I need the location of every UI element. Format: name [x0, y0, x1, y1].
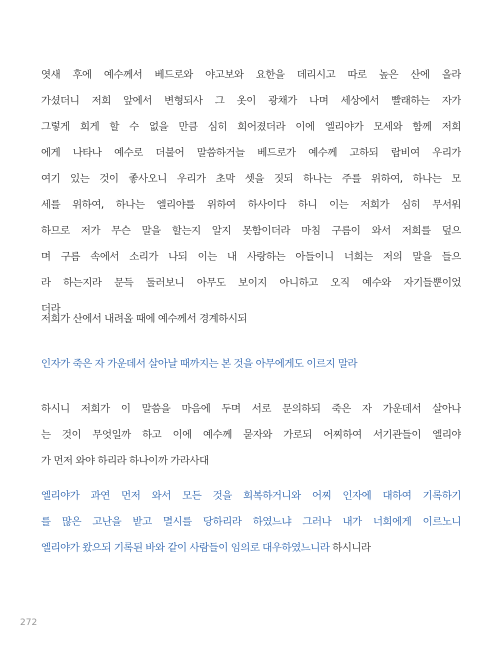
quote-line: 인자가 죽은 자 가운데서 살아날 때까지는 본 것을 아무에게도 이르지 말라	[41, 358, 358, 370]
quote-text: 엘리야가 왔으되 기록된 바와 같이 사람들이 임의로 대우하였느니라	[41, 542, 330, 554]
paragraph-transfiguration	[41, 62, 461, 322]
closing-text: 하시니라	[332, 542, 371, 554]
text-line: 는 것이 무엇일까 하고 이에 예수께 묻자와 가로되 어찌하여 서기관들이 엘리야	[41, 429, 461, 441]
text-line: 에게 나타나 예수로 더불어 말씀하거늘 베드로가 예수께 고하되 랍비여 우리가	[41, 147, 461, 159]
quote-line: 를 많은 고난을 받고 멸시를 당하리라 하였느냐 그러나 내가 너희에게 이르노니	[41, 516, 461, 528]
text-line: 며 구름 속에서 소리가 나되 이는 내 사랑하는 아들이니 너희는 저의 말을 들으	[41, 251, 461, 263]
quote-jesus-command	[41, 351, 461, 377]
text-line: 저희가 산에서 내려올 때에 예수께서 경계하시되	[41, 313, 248, 325]
quote-line-last	[41, 535, 461, 561]
text-line: 하므로 저가 무슨 말을 할는지 알지 못함이더라 마침 구름이 와서 저희를 덮으	[41, 225, 461, 237]
paragraph-descent	[41, 306, 461, 332]
text-line: 그렇게 희게 할 수 없을 만큼 심히 희어졌더라 이에 엘리야가 모세와 함께 저희	[41, 121, 461, 133]
text-line: 더라	[41, 303, 61, 315]
quote-line: 엘리야가 과연 먼저 와서 모든 것을 회복하거니와 어찌 인자에 대하여 기록하기	[41, 490, 461, 502]
text-line: 하시니 저희가 이 말씀을 마음에 두며 서로 문의하되 죽은 자 가운데서 살아나	[41, 403, 461, 415]
quote-elijah-answer	[41, 483, 461, 561]
paragraph-disciples-question	[41, 396, 461, 474]
text-line: 가 먼저 와야 하리라 하나이까 가라사대	[41, 455, 209, 467]
text-line: 라 하는지라 문득 둘러보니 아무도 보이지 아니하고 오직 예수와 자기들뿐이었	[41, 277, 461, 289]
text-line: 여기 있는 것이 좋사오니 우리가 초막 셋을 짓되 하나는 주를 위하여, 하나는 모	[41, 173, 461, 185]
text-line: 세를 위하여, 하나는 엘리야를 위하여 하사이다 하니 이는 저희가 심히 무서워	[41, 199, 461, 211]
text-line: 가셨더니 저희 앞에서 변형되사 그 옷이 광채가 나며 세상에서 빨래하는 자가	[41, 95, 461, 107]
page-number: 272	[20, 618, 38, 628]
text-line: 엿새 후에 예수께서 베드로와 야고보와 요한을 데리시고 따로 높은 산에 올라	[41, 69, 461, 81]
